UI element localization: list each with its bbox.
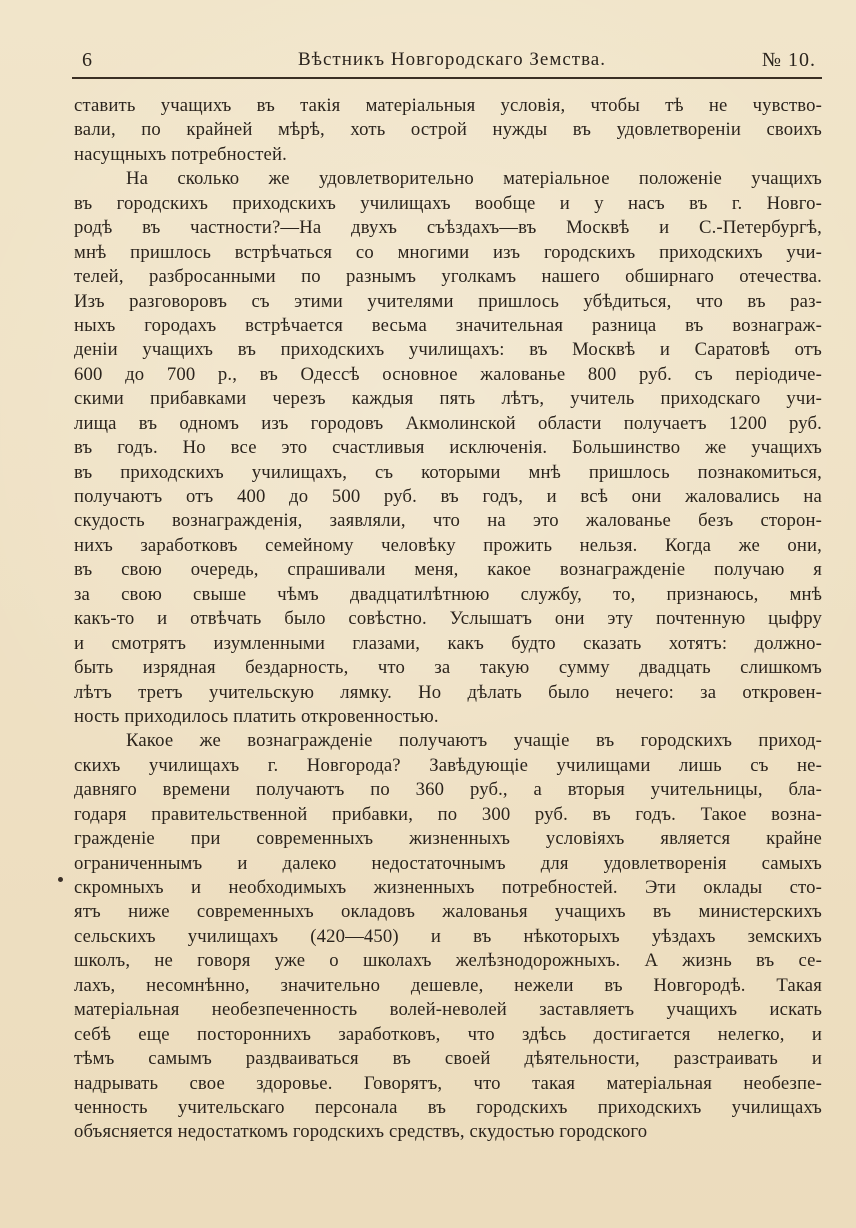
text-line: матеріальная необезпеченность волей-неволей заставляетъ учащихъ искать	[74, 999, 822, 1021]
text-line: лахъ, несомнѣнно, значительно дешевле, нежели въ Новгородѣ. Такая	[74, 974, 822, 996]
text-line: ность приходилось платить откровенностью.	[74, 705, 439, 727]
text-line: быть изрядная бездарность, что за такую сумму двадцать слишкомъ	[74, 657, 822, 679]
text-line: гражденіе при современныхъ жизненныхъ условіяхъ является крайне	[74, 828, 822, 850]
text-line: скихъ училищахъ г. Новгорода? Завѣдующіе училищами лишь съ не-	[74, 754, 822, 776]
text-line: На сколько же удовлетворительно матеріальное положеніе учащихъ	[126, 168, 822, 190]
text-line: телей, разбросанными по разнымъ уголкамъ нашего обширнаго отечества.	[74, 266, 822, 288]
text-line: нихъ заработковъ семейному человѣку прожить нельзя. Когда же они,	[74, 534, 822, 556]
text-line: родѣ въ частности?—На двухъ съѣздахъ—въ Москвѣ и С.-Петербургѣ,	[74, 217, 822, 239]
text-line: въ годъ. Но все это счастливыя исключенія. Большинство же учащихъ	[74, 437, 822, 459]
margin-dot	[58, 877, 63, 882]
text-line: мнѣ пришлось встрѣчаться со многими изъ городскихъ приходскихъ учи-	[74, 241, 822, 263]
text-line: въ свою очередь, спрашивали меня, какое вознагражденіе получаю я	[74, 559, 822, 581]
text-line: объясняется недостаткомъ городскихъ средствъ, скудостью городского	[74, 1121, 648, 1143]
text-line: скими прибавками черезъ каждыя пять лѣтъ, учитель приходскаго учи-	[74, 388, 822, 410]
text-line: за свою свыше чѣмъ двадцатилѣтнюю службу, то, признаюсь, мнѣ	[74, 583, 822, 605]
text-line: лища въ одномъ изъ городовъ Акмолинской области получаетъ 1200 руб.	[74, 412, 822, 434]
text-line: лѣтъ третъ учительскую лямку. Но дѣлать было нечего: за откровен-	[74, 681, 822, 703]
text-line: ченность учительскаго персонала въ городскихъ приходскихъ училищахъ	[74, 1096, 822, 1118]
text-line: надрывать свое здоровье. Говорятъ, что такая матеріальная необезпе-	[74, 1072, 822, 1094]
text-line: 600 до 700 р., въ Одессѣ основное жалованье 800 руб. съ періодиче-	[74, 363, 822, 385]
text-line: школъ, не говоря уже о школахъ желѣзнодорожныхъ. А жизнь въ се-	[74, 950, 822, 972]
text-line: годаря правительственной прибавки, по 300 руб. въ годъ. Такое возна-	[74, 803, 822, 825]
text-line: и смотрятъ изумленными глазами, какъ будто сказать хотятъ: должно-	[74, 632, 822, 654]
text-line: въ городскихъ приходскихъ училищахъ вообще и у насъ въ г. Новго-	[74, 192, 822, 214]
text-line: скудость вознагражденія, заявляли, что на это жалованье безъ сторон-	[74, 510, 822, 532]
issue-number: № 10.	[761, 49, 816, 71]
page-header	[72, 45, 824, 75]
text-line: тѣмъ самымъ раздваиваться въ своей дѣятельности, разстраивать и	[74, 1048, 822, 1070]
journal-title: Вѣстникъ Новгородскаго Земства.	[298, 49, 606, 70]
text-line: вали, по крайней мѣрѣ, хоть острой нужды въ удовлетвореніи своихъ	[74, 119, 822, 141]
text-line: ограниченнымъ и далеко недостаточнымъ для удовлетворенія самыхъ	[74, 852, 822, 874]
page-number: 6	[82, 49, 93, 71]
text-line: въ приходскихъ училищахъ, съ которыми мнѣ пришлось познакомиться,	[74, 461, 822, 483]
text-line: скромныхъ и необходимыхъ жизненныхъ потребностей. Эти оклады сто-	[74, 877, 822, 898]
text-line: какъ-то и отвѣчать было совѣстно. Услышатъ они эту почтенную цыфру	[74, 608, 822, 630]
text-line: сельскихъ училищахъ (420—450) и въ нѣкоторыхъ уѣздахъ земскихъ	[74, 925, 822, 947]
text-line: насущныхъ потребностей.	[74, 143, 287, 165]
text-line: ятъ ниже современныхъ окладовъ жалованья учащихъ въ министерскихъ	[74, 901, 822, 923]
text-line: ставить учащихъ въ такія матеріальныя условія, чтобы тѣ не чувство-	[74, 95, 822, 116]
text-line: получаютъ отъ 400 до 500 руб. въ годъ, и всѣ они жаловались на	[74, 486, 822, 507]
text-line: давняго времени получаютъ по 360 руб., а вторыя учительницы, бла-	[74, 779, 822, 801]
text-line: ныхъ городахъ встрѣчается весьма значительная разница въ вознаграж-	[74, 314, 822, 336]
body-text	[74, 94, 822, 1145]
text-line: деніи учащихъ въ приходскихъ училищахъ: въ Москвѣ и Саратовѣ отъ	[74, 339, 822, 361]
text-line: Изъ разговоровъ съ этими учителями пришлось убѣдиться, что въ раз-	[74, 290, 822, 312]
text-line: себѣ еще постороннихъ заработковъ, что здѣсь достигается нелегко, и	[74, 1023, 822, 1045]
text-line: Какое же вознагражденіе получаютъ учащіе въ городскихъ приход-	[126, 730, 822, 752]
header-rule	[72, 77, 822, 79]
